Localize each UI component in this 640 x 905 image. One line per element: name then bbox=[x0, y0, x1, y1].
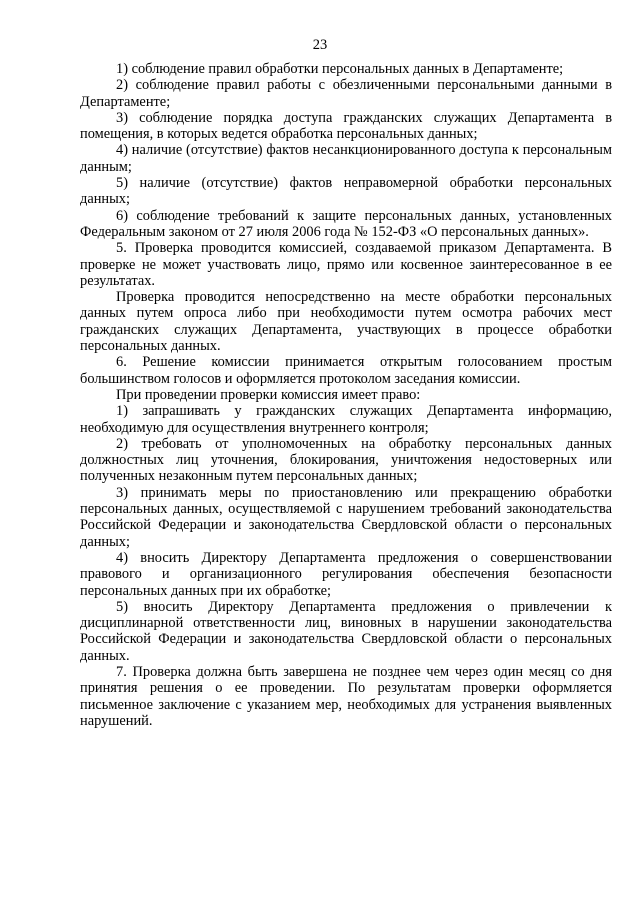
paragraph: 2) требовать от уполномоченных на обработку персональных данных должностных лиц уточнения, блокирования, уничтожения недостоверных или полученных незаконным путем персональных данных; bbox=[80, 435, 612, 485]
paragraph: 4) вносить Директору Департамента предложения о совершенствовании правового и организационного регулирования обеспечения безопасности персональных данных при их обработке; bbox=[80, 549, 612, 599]
paragraph: 6. Решение комиссии принимается открытым голосованием простым большинством голосов и оформляется протоколом заседания комиссии. bbox=[80, 354, 612, 387]
paragraph: 5. Проверка проводится комиссией, создаваемой приказом Департамента. В проверке не может участвовать лицо, прямо или косвенное заинтересованное в ее результатах. bbox=[80, 240, 612, 289]
paragraph: 2) соблюдение правил работы с обезличенными персональными данными в Департаменте; bbox=[80, 77, 612, 110]
paragraph: Проверка проводится непосредственно на месте обработки персональных данных путем опроса либо при необходимости путем осмотра рабочих мест гражданских служащих Департамента, участвующих в процессе обработки персональных данных. bbox=[80, 289, 612, 355]
paragraph: 1) соблюдение правил обработки персональных данных в Департаменте; bbox=[116, 61, 564, 77]
paragraph: 3) соблюдение порядка доступа гражданских служащих Департамента в помещения, в которых ведется обработка персональных данных; bbox=[80, 109, 612, 143]
paragraph: 5) наличие (отсутствие) фактов неправомерной обработки персональных данных; bbox=[80, 175, 612, 208]
page-number: 23 bbox=[312, 37, 328, 53]
paragraph: 6) соблюдение требований к защите персональных данных, установленных Федеральным законом от 27 июля 2006 года № 152-ФЗ «О персональных данных». bbox=[80, 207, 612, 240]
paragraph: При проведении проверки комиссия имеет право: bbox=[116, 386, 421, 403]
body-text bbox=[80, 61, 612, 729]
paragraph: 7. Проверка должна быть завершена не позднее чем через один месяц со дня принятия решения о ее проведении. По результатам проверки оформляется письменное заключение с указанием мер, необходимых для устранения выявленных нарушений. bbox=[80, 663, 612, 729]
paragraph: 5) вносить Директору Департамента предложения о привлечении к дисциплинарной ответственности лиц, виновных в нарушении законодательства Российской Федерации и законодательства Свердловской области о персональных данных. bbox=[80, 598, 612, 664]
paragraph: 3) принимать меры по приостановлению или прекращению обработки персональных данных, осуществляемой с нарушением требований законодательства Российской Федерации и законодательства Свердловской области о персональных данных; bbox=[80, 484, 612, 550]
paragraph: 1) запрашивать у гражданских служащих Департамента информацию, необходимую для осуществления внутреннего контроля; bbox=[80, 403, 612, 436]
paragraph: 4) наличие (отсутствие) фактов несанкционированного доступа к персональным данным; bbox=[80, 142, 612, 175]
